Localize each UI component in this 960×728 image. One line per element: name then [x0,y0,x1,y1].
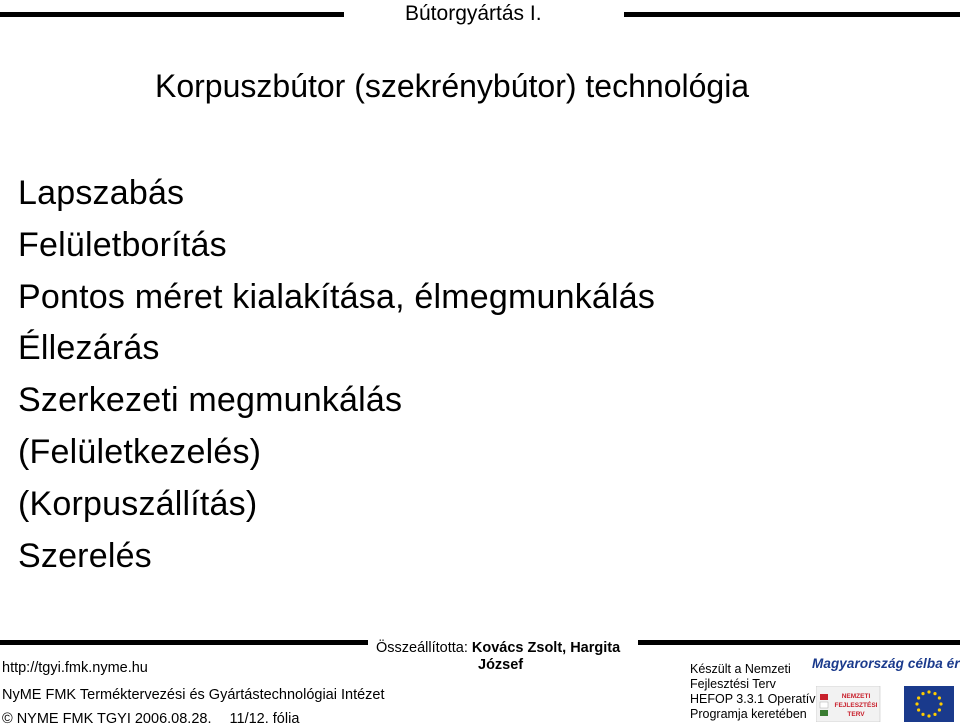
program-line: HEFOP 3.3.1 Operatív [690,692,816,706]
list-item: Éllezárás [18,329,160,368]
eu-star-icon [917,696,920,699]
nft-logo-line: FEJLESZTÉSI [834,702,878,709]
nft-logo-line: NEMZETI [841,693,871,700]
eu-star-icon [927,690,930,693]
eu-star-icon [915,702,918,705]
footer-institute: NyME FMK Terméktervezési és Gyártástechnológiai Intézet [2,687,385,703]
footer-rule-left [0,640,368,645]
nft-logo-line: TERV [847,711,865,718]
page-number: 11/12. fólia [229,711,300,727]
eu-star-icon [933,713,936,716]
eu-star-icon [927,714,930,717]
list-item: (Felületkezelés) [18,432,262,471]
program-note [690,662,816,722]
program-line: Fejlesztési Terv [690,677,776,691]
list-item: Pontos méret kialakítása, élmegmunkálás [18,277,656,316]
compiled-label: Összeállította: [376,640,468,656]
slide-title: Korpuszbútor (szekrénybútor) technológia [155,68,750,104]
list-item: (Korpuszállítás) [18,484,258,523]
list-item: Lapszabás [18,174,185,212]
eu-star-icon [921,692,924,695]
program-line: Készült a Nemzeti [690,662,791,676]
eu-star-icon [938,708,941,711]
list-item: Szerelés [18,536,152,575]
footer-copyright [2,711,299,728]
header-rule-right [624,12,960,17]
content-list [18,168,655,582]
program-line: Programja keretében [690,707,807,721]
eu-star-icon [938,696,941,699]
header-rule-left [0,12,344,17]
list-item: Felületborítás [18,225,227,264]
compiled-name: Kovács Zsolt, Hargita [471,640,621,656]
eu-banner-text: Magyarország célba ér [812,656,960,671]
eu-star-icon [933,692,936,695]
list-item: Szerkezeti megmunkálás [18,381,403,420]
footer-url[interactable]: http://tgyi.fmk.nyme.hu [2,660,148,676]
nft-logo-graphic [816,686,954,722]
logo-strip [816,686,954,722]
footer-rule-right [638,640,960,645]
eu-flag-icon [904,686,954,722]
compiled-by [376,640,620,657]
eu-star-icon [921,713,924,716]
header-title: Bútorgyártás I. [405,2,542,25]
eu-star-icon [939,702,942,705]
compiled-name-line2: József [478,657,524,673]
copyright-text: © NYME FMK TGYI 2006.08.28. [2,711,212,727]
eu-star-icon [917,708,920,711]
